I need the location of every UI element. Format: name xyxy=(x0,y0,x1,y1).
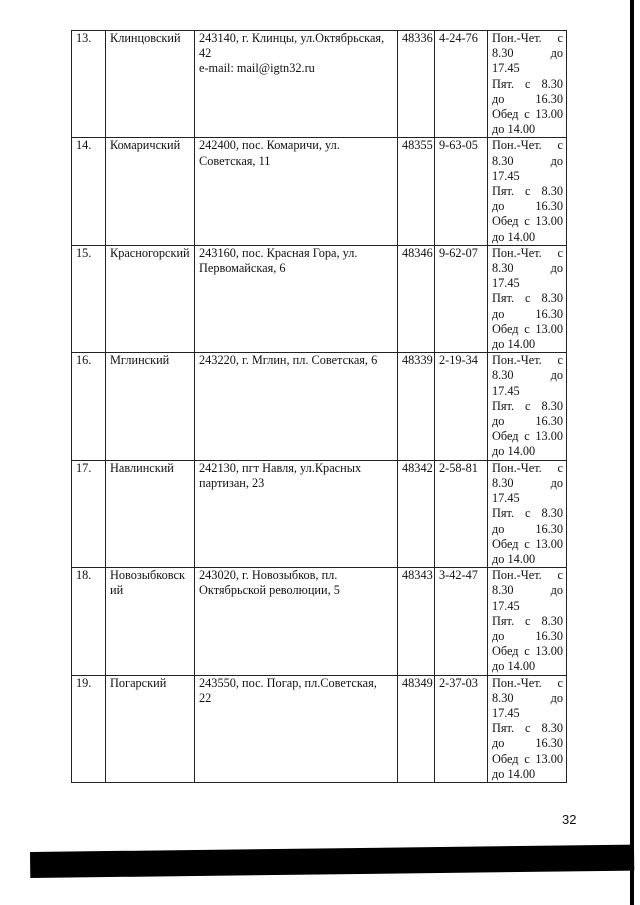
hours-line: до 14.00 xyxy=(492,337,536,352)
address-line: e-mail: mail@igtn32.ru xyxy=(199,61,315,76)
hours-line: Пят. с 8.30 xyxy=(492,184,563,199)
scan-bottom-bar xyxy=(30,845,634,878)
table-row xyxy=(72,245,567,352)
phone-number: 3-42-47 xyxy=(435,568,488,675)
working-hours-cell xyxy=(488,675,567,782)
hours-line: Пят. с 8.30 xyxy=(492,398,563,413)
hours-line: до 14.00 xyxy=(492,551,536,566)
address-line: партизан, 23 xyxy=(199,475,265,490)
hours-line: Пят. с 8.30 xyxy=(492,76,563,91)
phone-code: 48355 xyxy=(398,138,435,245)
hours-line: Обед с 13.00 xyxy=(492,644,563,659)
phone-number: 2-58-81 xyxy=(435,460,488,567)
table-row xyxy=(72,31,567,138)
hours-line: до 16.30 xyxy=(492,199,563,214)
phone-code: 48342 xyxy=(398,460,435,567)
working-hours-cell xyxy=(488,138,567,245)
hours-line: 8.30 до xyxy=(492,261,563,276)
table-row xyxy=(72,460,567,567)
hours-line: Пон.-Чет. с xyxy=(492,138,563,153)
hours-line: 17.45 xyxy=(492,705,520,720)
address-line: 243020, г. Новозыбков, пл. xyxy=(199,568,338,583)
hours-line: до 16.30 xyxy=(492,91,563,106)
hours-line: Пон.-Чет. с xyxy=(492,353,563,368)
address-line: 243140, г. Клинцы, ул.Октябрьская, xyxy=(199,31,385,45)
address-line: Советская, 11 xyxy=(199,153,271,168)
phone-number: 4-24-76 xyxy=(435,31,488,138)
working-hours-cell xyxy=(488,31,567,138)
row-number: 19. xyxy=(72,675,106,782)
hours-line: до 16.30 xyxy=(492,628,563,643)
address-cell xyxy=(195,675,398,782)
row-number: 16. xyxy=(72,353,106,460)
hours-line: Обед с 13.00 xyxy=(492,214,563,229)
district-name: Новозыбковский xyxy=(106,568,195,675)
phone-code: 48336 xyxy=(398,31,435,138)
working-hours-cell xyxy=(488,460,567,567)
hours-line: Пят. с 8.30 xyxy=(492,291,563,306)
hours-line: 17.45 xyxy=(492,491,520,506)
hours-line: до 14.00 xyxy=(492,766,536,781)
working-hours-cell xyxy=(488,568,567,675)
district-name: Комаричский xyxy=(106,138,195,245)
table-row xyxy=(72,138,567,245)
hours-line: 8.30 до xyxy=(492,153,563,168)
hours-line: Пон.-Чет. с xyxy=(492,675,563,690)
hours-line: Пят. с 8.30 xyxy=(492,613,563,628)
hours-line: Пят. с 8.30 xyxy=(492,506,563,521)
address-cell xyxy=(195,245,398,352)
district-name: Мглинский xyxy=(106,353,195,460)
phone-number: 9-62-07 xyxy=(435,245,488,352)
address-cell xyxy=(195,31,398,138)
table-row xyxy=(72,675,567,782)
page-number: 32 xyxy=(562,812,577,827)
hours-line: до 14.00 xyxy=(492,229,536,244)
row-number: 13. xyxy=(72,31,106,138)
address-line: 242400, пос. Комаричи, ул. xyxy=(199,138,340,153)
row-number: 14. xyxy=(72,138,106,245)
address-line: 242130, пгт Навля, ул.Красных xyxy=(199,460,362,475)
hours-line: Пон.-Чет. с xyxy=(492,460,563,475)
hours-line: до 14.00 xyxy=(492,659,536,674)
address-cell xyxy=(195,460,398,567)
address-line: Октябрьской революции, 5 xyxy=(199,583,340,598)
address-cell xyxy=(195,138,398,245)
hours-line: 17.45 xyxy=(492,61,520,76)
district-name: Клинцовский xyxy=(106,31,195,138)
hours-line: 17.45 xyxy=(492,168,520,183)
district-name: Погарский xyxy=(106,675,195,782)
hours-line: 8.30 до xyxy=(492,475,563,490)
phone-code: 48343 xyxy=(398,568,435,675)
hours-line: Обед с 13.00 xyxy=(492,751,563,766)
hours-line: 8.30 до xyxy=(492,46,563,61)
table-row xyxy=(72,353,567,460)
address-line: 22 xyxy=(199,690,212,705)
phone-number: 2-37-03 xyxy=(435,675,488,782)
hours-line: до 14.00 xyxy=(492,444,536,459)
district-name: Навлинский xyxy=(106,460,195,567)
offices-table-body xyxy=(72,31,567,783)
hours-line: Обед с 13.00 xyxy=(492,107,563,122)
hours-line: до 16.30 xyxy=(492,414,563,429)
working-hours-cell xyxy=(488,245,567,352)
district-name: Красногорский xyxy=(106,245,195,352)
hours-line: 17.45 xyxy=(492,276,520,291)
offices-table xyxy=(71,30,567,783)
row-number: 17. xyxy=(72,460,106,567)
address-cell xyxy=(195,353,398,460)
address-line: 243160, пос. Красная Гора, ул. xyxy=(199,245,358,260)
address-line: 243220, г. Мглин, пл. Советская, 6 xyxy=(199,353,378,368)
hours-line: 17.45 xyxy=(492,383,520,398)
address-line: Первомайская, 6 xyxy=(199,261,286,276)
hours-line: Пон.-Чет. с xyxy=(492,31,563,45)
phone-code: 48346 xyxy=(398,245,435,352)
hours-line: Пон.-Чет. с xyxy=(492,245,563,260)
hours-line: Обед с 13.00 xyxy=(492,429,563,444)
scan-right-edge xyxy=(630,0,634,905)
hours-line: Пон.-Чет. с xyxy=(492,568,563,583)
working-hours-cell xyxy=(488,353,567,460)
hours-line: до 14.00 xyxy=(492,122,536,137)
hours-line: до 16.30 xyxy=(492,306,563,321)
hours-line: 17.45 xyxy=(492,598,520,613)
phone-number: 9-63-05 xyxy=(435,138,488,245)
hours-line: 8.30 до xyxy=(492,368,563,383)
row-number: 18. xyxy=(72,568,106,675)
hours-line: Обед с 13.00 xyxy=(492,536,563,551)
hours-line: до 16.30 xyxy=(492,736,563,751)
phone-number: 2-19-34 xyxy=(435,353,488,460)
hours-line: Пят. с 8.30 xyxy=(492,721,563,736)
phone-code: 48349 xyxy=(398,675,435,782)
phone-code: 48339 xyxy=(398,353,435,460)
hours-line: Обед с 13.00 xyxy=(492,321,563,336)
address-cell xyxy=(195,568,398,675)
hours-line: до 16.30 xyxy=(492,521,563,536)
table-row xyxy=(72,568,567,675)
address-line: 42 xyxy=(199,46,212,61)
address-line: 243550, пос. Погар, пл.Советская, xyxy=(199,675,377,690)
hours-line: 8.30 до xyxy=(492,690,563,705)
row-number: 15. xyxy=(72,245,106,352)
hours-line: 8.30 до xyxy=(492,583,563,598)
